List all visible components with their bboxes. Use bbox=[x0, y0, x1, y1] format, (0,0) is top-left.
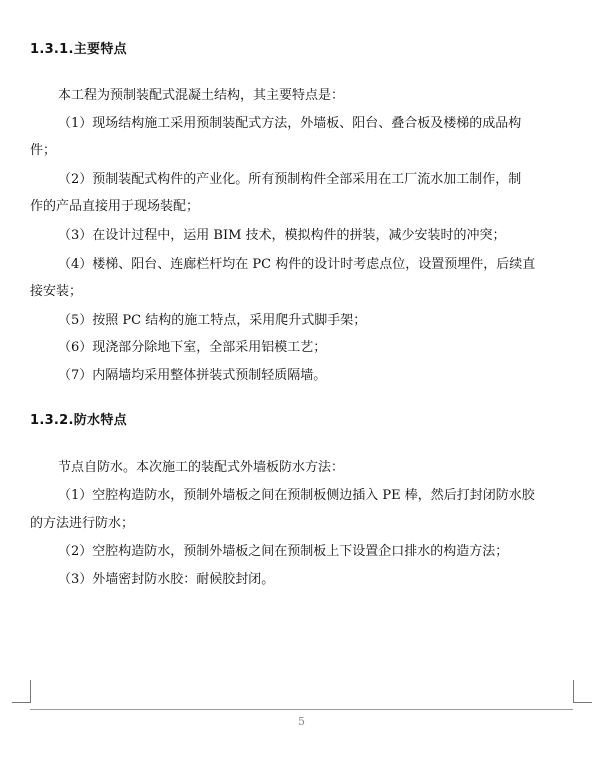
section-heading-main-features: 1.3.1.主要特点 bbox=[30, 42, 127, 57]
paragraph-line: 件； bbox=[30, 143, 57, 158]
footer-rule bbox=[30, 709, 573, 710]
paragraph-line: （3）在设计过程中，运用 BIM 技术，模拟构件的拼装，减少安装时的冲突； bbox=[58, 228, 506, 243]
paragraph-line: 接安装； bbox=[30, 284, 83, 299]
paragraph-line: （5）按照 PC 结构的施工特点，采用爬升式脚手架； bbox=[58, 313, 367, 328]
paragraph-line: 的方法进行防水； bbox=[30, 516, 135, 531]
paragraph-line: （3）外墙密封防水胶：耐候胶封闭。 bbox=[58, 572, 275, 587]
paragraph-line: 作的产品直接用于现场装配； bbox=[30, 199, 200, 214]
paragraph-line: 节点自防水。本次施工的装配式外墙板防水方法： bbox=[58, 460, 345, 475]
paragraph-line: （2）空腔构造防水，预制外墙板之间在预制板上下设置企口排水的构造方法； bbox=[58, 544, 509, 559]
paragraph-line: 本工程为预制装配式混凝土结构，其主要特点是： bbox=[58, 88, 345, 103]
page-number: 5 bbox=[298, 715, 305, 728]
paragraph-line: （7）内隔墙均采用整体拼装式预制轻质隔墙。 bbox=[58, 368, 327, 383]
paragraph-line: （4）楼梯、阳台、连廊栏杆均在 PC 构件的设计时考虑点位，设置预埋件，后续直 bbox=[58, 257, 536, 272]
crop-mark-right bbox=[573, 680, 592, 703]
crop-mark-left bbox=[12, 680, 31, 703]
paragraph-line: （6）现浇部分除地下室，全部采用铝模工艺； bbox=[58, 340, 327, 355]
section-heading-waterproofing: 1.3.2.防水特点 bbox=[30, 413, 127, 428]
paragraph-line: （1）空腔构造防水，预制外墙板之间在预制板侧边插入 PE 棒，然后打封闭防水胶 bbox=[58, 488, 535, 503]
paragraph-line: （1）现场结构施工采用预制装配式方法，外墙板、阳台、叠合板及楼梯的成品构 bbox=[58, 116, 522, 131]
paragraph-line: （2）预制装配式构件的产业化。所有预制构件全部采用在工厂流水加工制作，制 bbox=[58, 172, 522, 187]
